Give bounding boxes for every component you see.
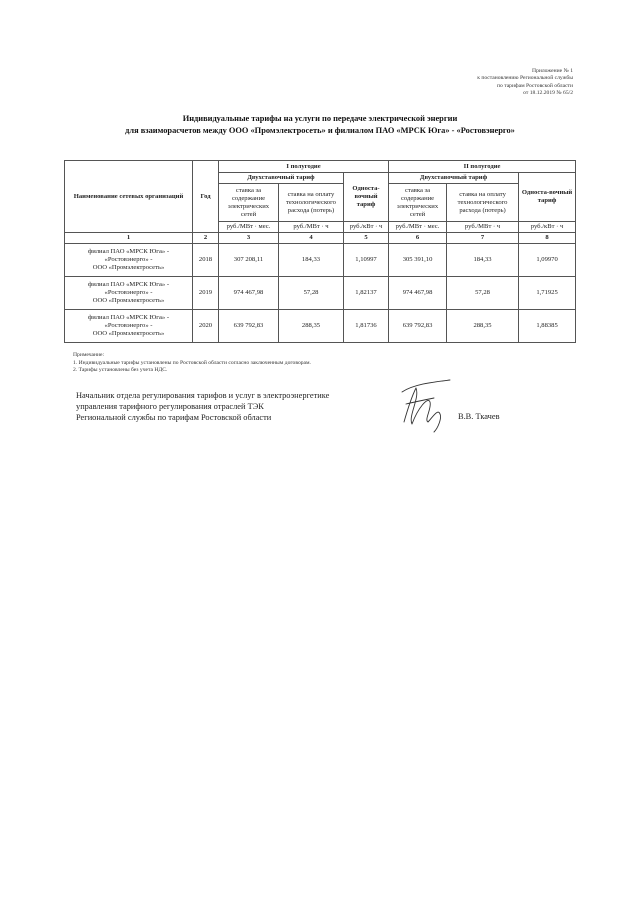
header-half2: II полугодие — [389, 161, 576, 173]
signer-name: В.В. Ткачев — [458, 412, 500, 421]
appendix-line: к постановлению Региональной службы — [477, 75, 573, 82]
unit-cell: руб./МВт · ч — [447, 222, 519, 233]
column-number: 8 — [519, 233, 576, 244]
note-item: 2. Тарифы установлены без учета НДС. — [73, 367, 168, 374]
header-two-part-h1: Двухставочный тариф — [219, 173, 344, 184]
unit-cell: руб./МВт · мес. — [389, 222, 447, 233]
org-cell — [65, 244, 193, 277]
column-number: 1 — [65, 233, 193, 244]
table-row — [65, 310, 576, 343]
handwritten-signature-icon — [394, 378, 456, 434]
header-one-part-h1: Односта-вочный тариф — [344, 173, 389, 222]
notes-heading: Примечание: — [73, 352, 105, 358]
notes-block — [73, 352, 311, 375]
h2-loss-cell: 288,35 — [447, 310, 519, 343]
h2-single-cell: 1,09970 — [519, 244, 576, 277]
signer-line: управления тарифного регулирования отраслей ТЭК — [76, 402, 264, 411]
header-maintenance-h1: ставка за содержание электрических сетей — [219, 184, 279, 222]
column-number: 3 — [219, 233, 279, 244]
year-cell: 2018 — [193, 244, 219, 277]
h1-maintenance-cell: 307 208,11 — [219, 244, 279, 277]
h2-single-cell: 1,88385 — [519, 310, 576, 343]
h1-loss-cell: 184,33 — [279, 244, 344, 277]
header-maintenance-h2: ставка за содержание электрических сетей — [389, 184, 447, 222]
h1-maintenance-cell: 639 792,83 — [219, 310, 279, 343]
unit-cell: руб./МВт · ч — [279, 222, 344, 233]
h2-loss-cell: 184,33 — [447, 244, 519, 277]
h1-single-cell: 1,81736 — [344, 310, 389, 343]
org-cell — [65, 310, 193, 343]
h1-single-cell: 1,82137 — [344, 277, 389, 310]
appendix-line: по тарифам Ростовской области — [497, 82, 573, 89]
unit-cell: руб./кВт · ч — [344, 222, 389, 233]
appendix-block — [477, 68, 573, 98]
unit-cell: руб./кВт · ч — [519, 222, 576, 233]
unit-cell: руб./МВт · мес. — [219, 222, 279, 233]
appendix-line: от 18.12.2019 № 65/2 — [523, 90, 573, 97]
header-org-name: Наименование сетевых организаций — [65, 161, 193, 233]
h1-single-cell: 1,10997 — [344, 244, 389, 277]
org-line: «Ростовэнерго» - — [104, 289, 153, 296]
h2-loss-cell: 57,28 — [447, 277, 519, 310]
org-line: ООО «Промэлектросеть» — [92, 264, 165, 271]
h1-loss-cell: 57,28 — [279, 277, 344, 310]
org-line: ООО «Промэлектросеть» — [92, 297, 165, 304]
year-cell: 2020 — [193, 310, 219, 343]
table-row — [65, 244, 576, 277]
org-line: «Ростовэнерго» - — [104, 256, 153, 263]
h2-maintenance-cell: 305 391,10 — [389, 244, 447, 277]
org-cell — [65, 277, 193, 310]
org-line: филиал ПАО «МРСК Юга» - — [87, 314, 170, 321]
signer-line: Региональной службы по тарифам Ростовской области — [76, 413, 272, 422]
document-title — [60, 113, 580, 137]
header-one-part-h2: Односта-вочный тариф — [519, 173, 576, 222]
column-number: 7 — [447, 233, 519, 244]
header-half1: I полугодие — [219, 161, 389, 173]
title-line-1: Индивидуальные тарифы на услуги по передаче электрической энергии — [182, 114, 458, 123]
column-number: 2 — [193, 233, 219, 244]
appendix-line: Приложение № 1 — [532, 68, 573, 74]
h1-maintenance-cell: 974 467,98 — [219, 277, 279, 310]
column-number: 5 — [344, 233, 389, 244]
h2-maintenance-cell: 974 467,98 — [389, 277, 447, 310]
h2-single-cell: 1,71925 — [519, 277, 576, 310]
h2-maintenance-cell: 639 792,83 — [389, 310, 447, 343]
header-loss-h1: ставка на оплату технологического расхода (потерь) — [279, 184, 344, 222]
org-line: филиал ПАО «МРСК Юга» - — [87, 248, 170, 255]
org-line: «Ростовэнерго» - — [104, 322, 153, 329]
column-number: 6 — [389, 233, 447, 244]
tariffs-table — [64, 160, 576, 343]
header-loss-h2: ставка на оплату технологического расхода (потерь) — [447, 184, 519, 222]
signer-position — [76, 390, 329, 423]
header-year: Год — [193, 161, 219, 233]
header-two-part-h2: Двухставочный тариф — [389, 173, 519, 184]
table-row — [65, 277, 576, 310]
title-line-2: для взаиморасчетов между ООО «Промэлектросеть» и филиалом ПАО «МРСК Юга» - «Ростовэнерго» — [125, 126, 515, 135]
note-item: 1. Индивидуальные тарифы установлены по Ростовской области согласно заключенным договорам. — [73, 359, 311, 366]
signer-line: Начальник отдела регулирования тарифов и услуг в электроэнергетике — [76, 391, 330, 400]
h1-loss-cell: 288,35 — [279, 310, 344, 343]
org-line: ООО «Промэлектросеть» — [92, 330, 165, 337]
org-line: филиал ПАО «МРСК Юга» - — [87, 281, 170, 288]
column-number: 4 — [279, 233, 344, 244]
year-cell: 2019 — [193, 277, 219, 310]
